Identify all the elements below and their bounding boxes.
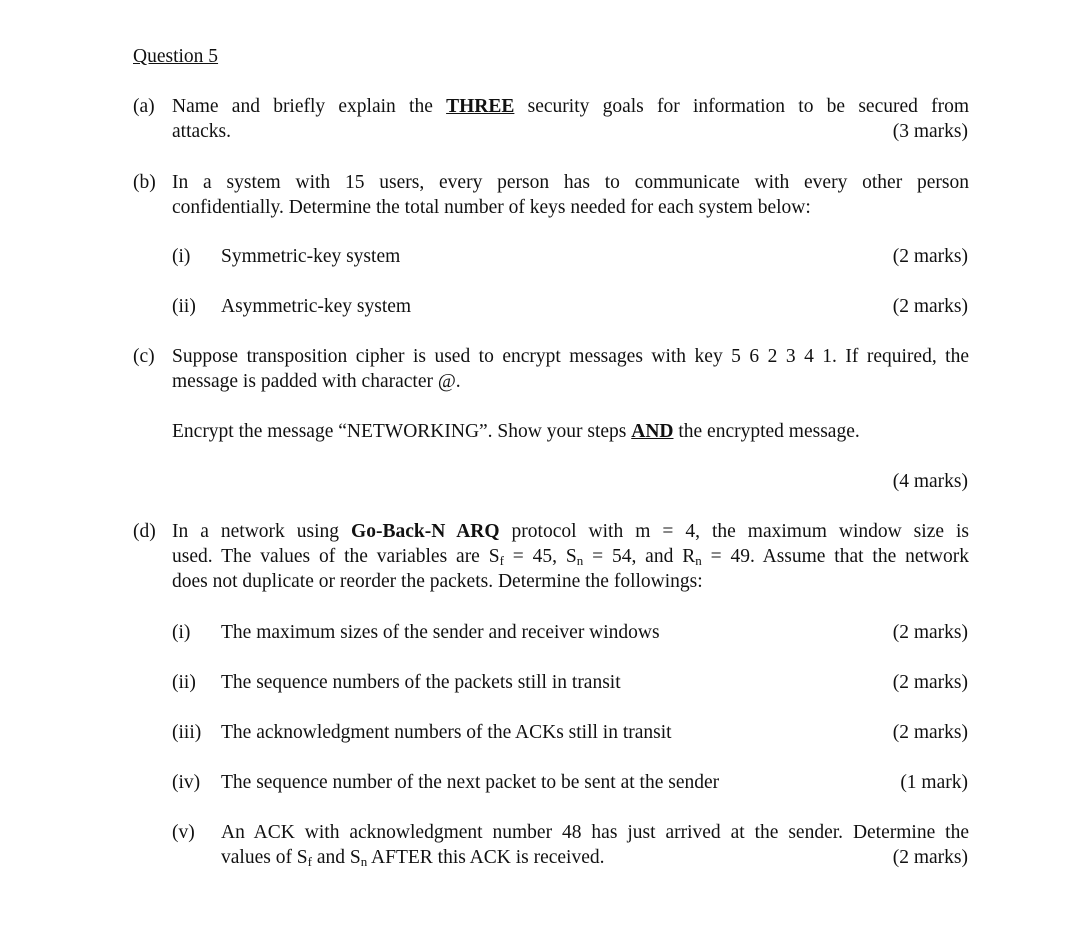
part-b-i-text: Symmetric-key system (221, 246, 401, 267)
part-d-l2-c: = 54, and R (583, 546, 696, 567)
part-b-label: (b) (133, 172, 156, 193)
part-d-v-marks: (2 marks) (892, 847, 968, 868)
part-d-i-label: (i) (172, 622, 191, 643)
part-a-text-pre: Name and briefly explain the (172, 96, 433, 117)
sub-f: f (499, 553, 504, 568)
part-d-v-line-1: An ACK with acknowledgment number 48 has just arrived at the sender. Determine the (221, 822, 969, 843)
part-b-line-2: confidentially. Determine the total number of keys needed for each system below: (172, 197, 811, 218)
part-d-l2-d: = 49. Assume that the network (701, 546, 969, 567)
part-c-text-pre: Encrypt the message “NETWORKING”. Show your steps (172, 421, 627, 442)
part-d-iii-label: (iii) (172, 722, 202, 743)
part-d-ii-marks: (2 marks) (892, 672, 968, 693)
part-d-iv-label: (iv) (172, 772, 201, 793)
part-d-line-1 (172, 519, 969, 544)
part-d-v-label: (v) (172, 822, 195, 843)
part-c-line-1: Suppose transposition cipher is used to encrypt messages with key 5 6 2 3 4 1. If required, the (172, 346, 969, 367)
part-d-v-l2-a: values of S (221, 847, 308, 868)
part-d-i-marks: (2 marks) (892, 622, 968, 643)
part-a-marks: (3 marks) (892, 121, 968, 142)
part-a-emphasis: THREE (446, 96, 515, 117)
part-a-text-post: security goals for information to be secured from (527, 96, 970, 117)
part-b-ii-text: Asymmetric-key system (221, 296, 412, 317)
part-d-l2-a: used. The values of the variables are S (172, 546, 500, 567)
part-b-i-marks: (2 marks) (892, 246, 968, 267)
part-c-line-2: message is padded with character @. (172, 371, 461, 392)
part-b-line-1: In a system with 15 users, every person has to communicate with every other person (172, 172, 969, 193)
part-c-text-post: the encrypted message. (678, 421, 860, 442)
part-d-emphasis: Go-Back-N ARQ (351, 521, 500, 542)
part-d-line-3: does not duplicate or reorder the packets. Determine the followings: (172, 571, 703, 592)
part-d-iii-marks: (2 marks) (892, 722, 968, 743)
part-b-ii-label: (ii) (172, 296, 196, 317)
part-d-iv-marks: (1 mark) (900, 772, 968, 793)
part-a-label: (a) (133, 96, 155, 117)
sub-f: f (307, 854, 312, 869)
part-c-label: (c) (133, 346, 155, 367)
part-b-i-label: (i) (172, 246, 191, 267)
question-title: Question 5 (133, 46, 219, 67)
part-d-l2-b: = 45, S (503, 546, 577, 567)
part-a-line-1 (172, 94, 969, 119)
part-d-v-l2-c: AFTER this ACK is received. (367, 847, 605, 868)
part-b-ii-marks: (2 marks) (892, 296, 968, 317)
part-c-line-3 (172, 419, 860, 444)
sub-n: n (360, 854, 368, 869)
part-d-ii-label: (ii) (172, 672, 196, 693)
part-c-marks: (4 marks) (892, 471, 968, 492)
part-d-ii-text: The sequence numbers of the packets still in transit (221, 672, 621, 693)
part-a-line-2: attacks. (172, 121, 232, 142)
sub-n: n (695, 553, 702, 568)
part-c-emphasis: AND (631, 421, 674, 442)
part-d-iii-text: The acknowledgment numbers of the ACKs still in transit (221, 722, 672, 743)
part-d-label: (d) (133, 521, 156, 542)
part-d-v-l2-b: and S (312, 847, 361, 868)
part-d-i-text: The maximum sizes of the sender and receiver windows (221, 622, 660, 643)
part-d-iv-text: The sequence number of the next packet to be sent at the sender (221, 772, 720, 793)
sub-n: n (576, 553, 584, 568)
part-d-text-pre: In a network using (172, 521, 340, 542)
part-d-v-line-2 (221, 845, 605, 870)
part-d-text-post: protocol with m = 4, the maximum window size is (511, 521, 970, 542)
part-d-line-2 (172, 544, 969, 569)
